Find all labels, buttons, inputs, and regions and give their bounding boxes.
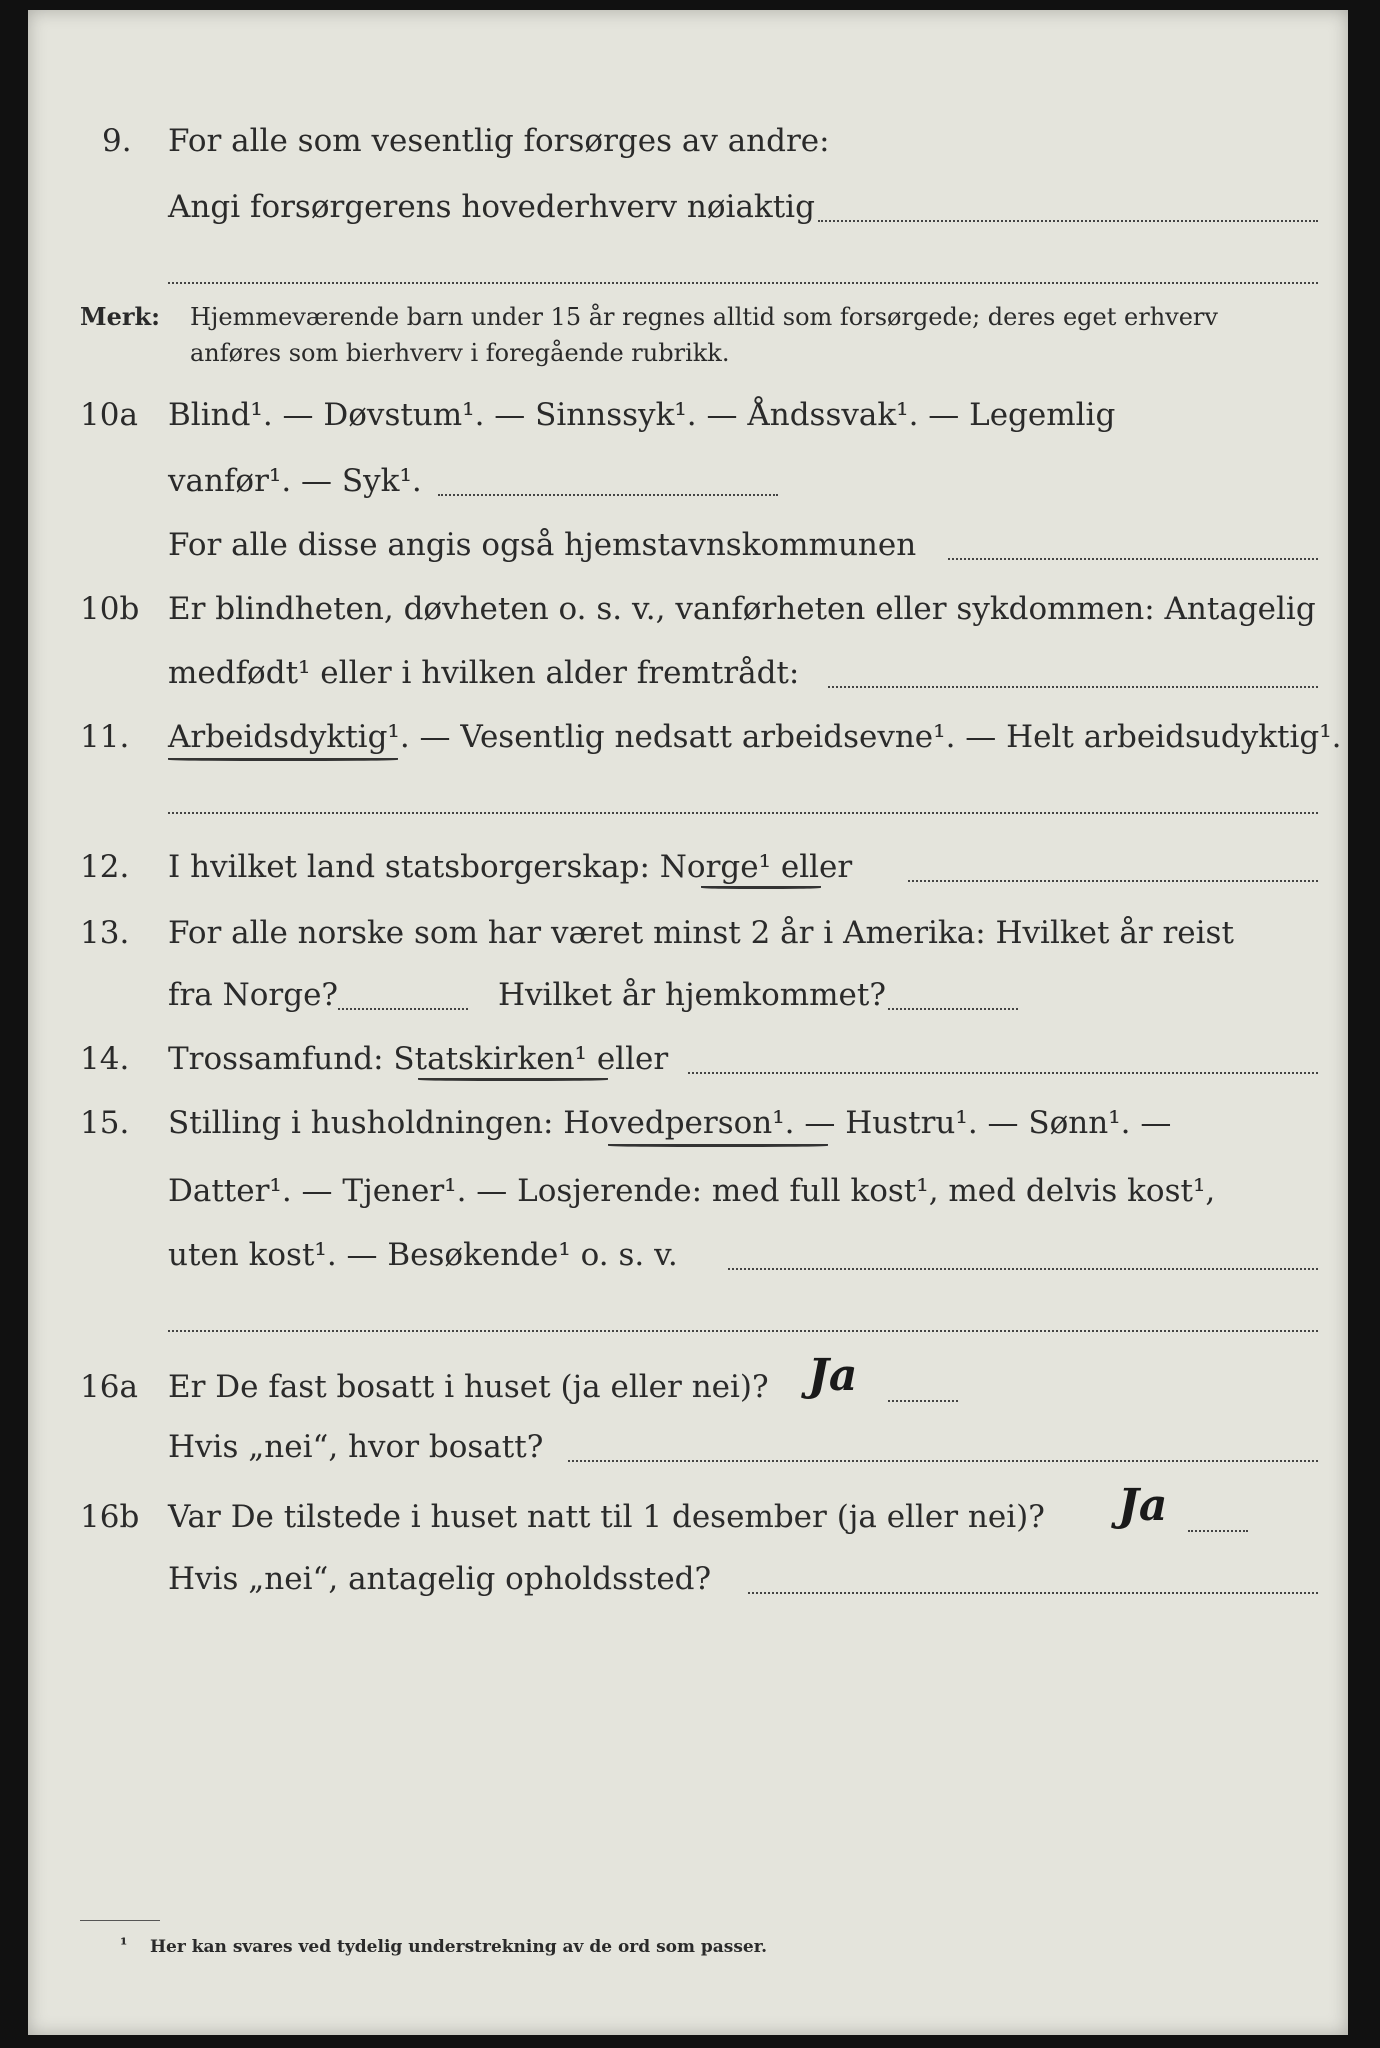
merk-line2: anføres som bierhverv i foregående rubrikk. (190, 339, 730, 367)
q15-underline-hovedperson (608, 1144, 828, 1147)
q10a-line3: For alle disse angis også hjemstavnskommunen (168, 527, 917, 563)
q16a-line2: Hvis „nei“, hvor bosatt? (168, 1429, 544, 1465)
q9-text-line2: Angi forsørgerens hovederhverv nøiaktig (168, 189, 815, 225)
q10b-number: 10b (80, 591, 140, 627)
q16a-answer-line (888, 1400, 958, 1402)
q16b-number: 16b (80, 1499, 140, 1535)
q13-line2a: fra Norge? (168, 977, 339, 1013)
q16a-handwritten-answer[interactable]: Ja (808, 1350, 858, 1401)
q15-line2: Datter¹. — Tjener¹. — Losjerende: med full kost¹, med delvis kost¹, (168, 1173, 1216, 1209)
q9-text-line1: For alle som vesentlig forsørges av andre: (168, 123, 830, 159)
merk-line1: Hjemmeværende barn under 15 år regnes alltid som forsørgede; deres eget erhverv (190, 303, 1218, 331)
q16b-line1: Var De tilstede i huset natt til 1 desember (ja eller nei)? (168, 1499, 1045, 1535)
q10b-line2: medfødt¹ eller i hvilken alder fremtrådt: (168, 655, 800, 691)
q15-answer-line2[interactable] (168, 1330, 1318, 1332)
q14-underline-statskirken (418, 1078, 608, 1081)
q12-answer-line[interactable] (908, 880, 1318, 882)
q15-line3: uten kost¹. — Besøkende¹ o. s. v. (168, 1237, 678, 1273)
footnote-text: Her kan svares ved tydelig understrekning av de ord som passer. (150, 1937, 768, 1957)
q15-line1: Stilling i husholdningen: Hovedperson¹. — Hustru¹. — Sønn¹. — (168, 1105, 1172, 1141)
q13-line2b: Hvilket år hjemkommet? (498, 977, 886, 1013)
q15-number: 15. (80, 1105, 130, 1141)
q11-answer-line[interactable] (168, 812, 1318, 814)
q10a-number: 10a (80, 397, 138, 433)
q11-number: 11. (80, 719, 130, 755)
q14-answer-line[interactable] (688, 1072, 1318, 1074)
q10a-line2: vanfør¹. — Syk¹. (168, 463, 422, 499)
q9-answer-line2[interactable] (168, 282, 1318, 284)
q10a-kommune-line[interactable] (948, 558, 1318, 560)
merk-label: Merk: (80, 302, 160, 331)
q16b-answer-line (1188, 1530, 1248, 1532)
q15-answer-line[interactable] (728, 1268, 1318, 1270)
q13-reist-line[interactable] (338, 1008, 468, 1010)
q13-hjemkommet-line[interactable] (888, 1008, 1018, 1010)
q12-number: 12. (80, 849, 130, 885)
q16b-handwritten-answer[interactable]: Ja (1118, 1480, 1168, 1531)
q10b-line1: Er blindheten, døvheten o. s. v., vanførheten eller sykdommen: Antagelig (168, 591, 1316, 627)
census-form-page (28, 10, 1348, 2035)
q13-line1: For alle norske som har været minst 2 år i Amerika: Hvilket år reist (168, 915, 1234, 951)
q10a-syk-line[interactable] (438, 494, 778, 496)
footnote-mark: ¹ (120, 1935, 128, 1955)
q11-line1: Arbeidsdyktig¹. — Vesentlig nedsatt arbeidsevne¹. — Helt arbeidsudyktig¹. (168, 719, 1342, 755)
q16a-bosatt-line[interactable] (568, 1460, 1318, 1462)
q9-number: 9. (102, 123, 132, 159)
footnote-rule (80, 1920, 160, 1921)
q16b-line2: Hvis „nei“, antagelig opholdssted? (168, 1561, 712, 1597)
q16b-opholdssted-line[interactable] (748, 1592, 1318, 1594)
q13-number: 13. (80, 915, 130, 951)
q12-line1: I hvilket land statsborgerskap: Norge¹ eller (168, 849, 853, 885)
q16a-line1: Er De fast bosatt i huset (ja eller nei)? (168, 1369, 769, 1405)
q11-underline-arbeidsdyktig (168, 758, 398, 761)
q14-number: 14. (80, 1041, 130, 1077)
q14-line1: Trossamfund: Statskirken¹ eller (168, 1041, 669, 1077)
q10b-answer-line[interactable] (828, 686, 1318, 688)
q16a-number: 16a (80, 1369, 138, 1405)
q9-answer-line[interactable] (818, 220, 1318, 222)
q10a-line1: Blind¹. — Døvstum¹. — Sinnssyk¹. — Åndssvak¹. — Legemlig (168, 397, 1116, 433)
q12-underline-norge (701, 886, 821, 889)
